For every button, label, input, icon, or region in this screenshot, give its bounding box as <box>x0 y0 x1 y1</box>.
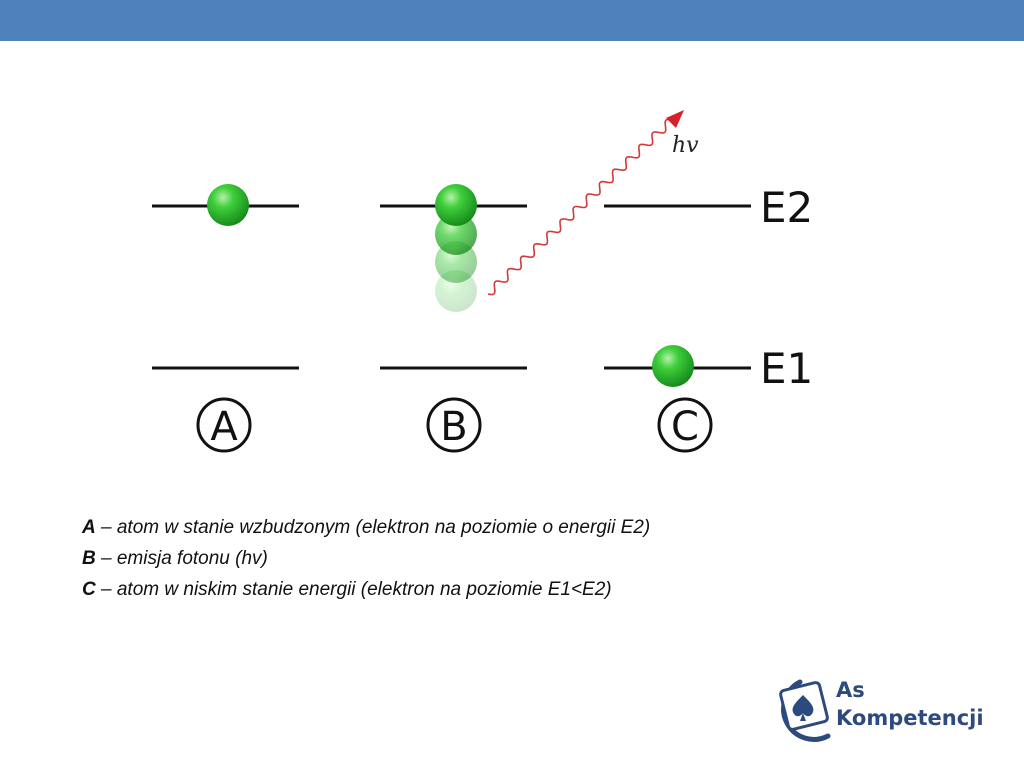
caption-line-a <box>82 512 842 543</box>
caption-key-c: C <box>82 579 96 600</box>
caption-text-b: – emisja fotonu (hv) <box>95 548 268 569</box>
electron-a <box>207 184 249 226</box>
logo-line2: Kompetencji <box>836 706 984 730</box>
caption-key-a: A <box>82 517 96 538</box>
energy-level-diagram <box>0 90 1024 470</box>
photon-arrowhead <box>666 110 684 128</box>
logo-line1: As <box>836 678 865 702</box>
level-label-e1: E1 <box>760 344 814 393</box>
panel-b-letter: B <box>440 404 468 450</box>
caption-line-b <box>82 543 842 574</box>
panel-a-letter: A <box>210 404 238 450</box>
caption <box>82 512 842 605</box>
electron-c <box>652 345 694 387</box>
caption-line-c <box>82 574 842 605</box>
caption-text-c: – atom w niskim stanie energii (elektron na poziomie E1<E2) <box>95 579 612 600</box>
panel-c-letter: C <box>671 404 699 450</box>
photon-label: hv <box>672 133 699 158</box>
caption-text-a: – atom w stanie wzbudzonym (elektron na poziomie o energii E2) <box>95 517 651 538</box>
electron-b <box>435 184 477 226</box>
logo-wordmark <box>836 676 984 732</box>
header-bar <box>0 0 1024 41</box>
level-label-e2: E2 <box>760 183 814 232</box>
caption-key-b: B <box>82 548 96 569</box>
